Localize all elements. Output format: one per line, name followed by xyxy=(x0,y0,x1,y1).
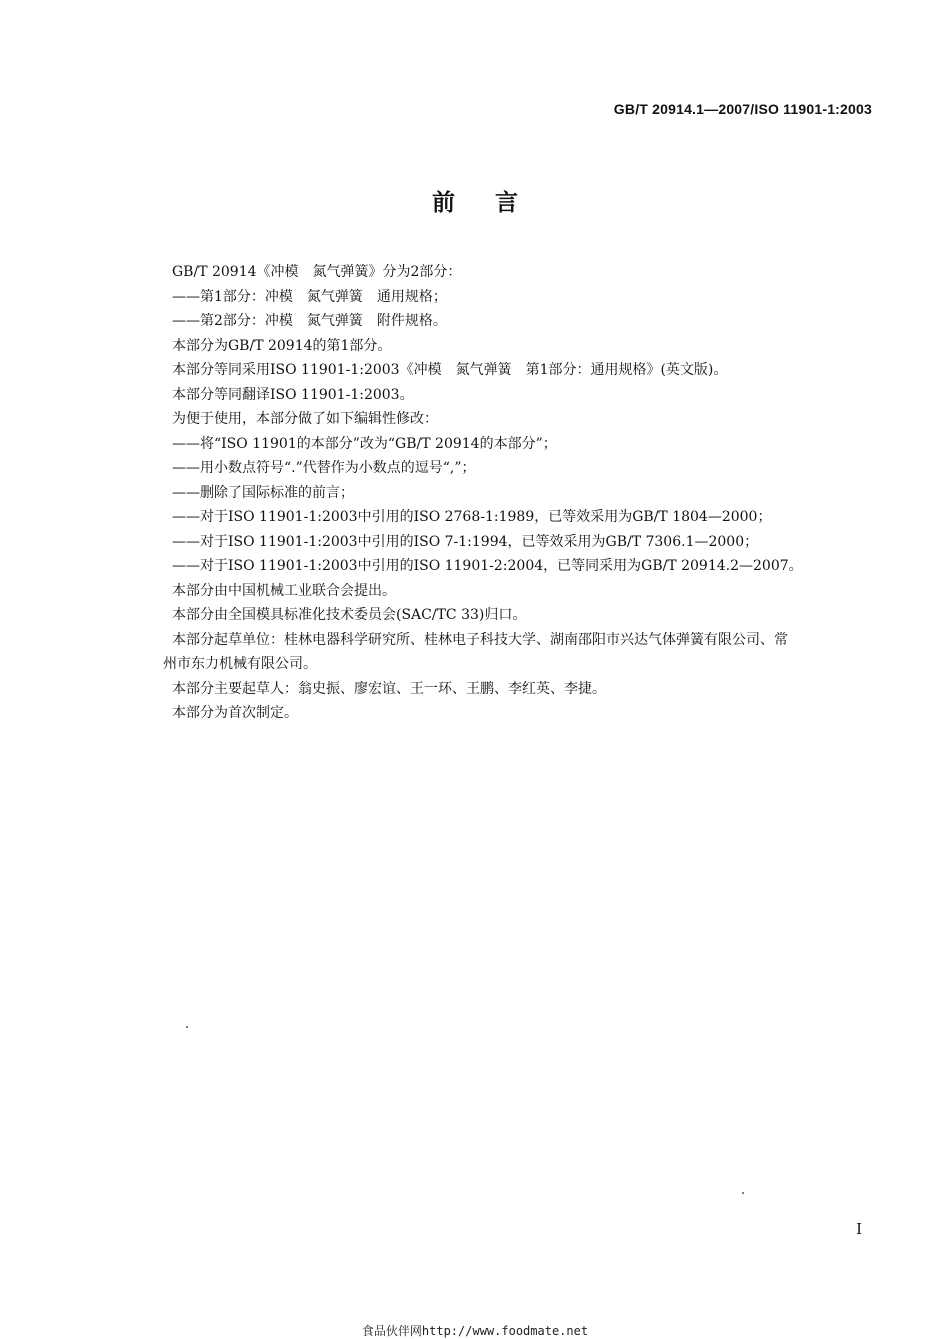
paragraph-reference-iso-2768: ——对于ISO 11901-1:2003中引用的ISO 2768-1:1989，已等效采用为GB/T 1804—2000； xyxy=(172,509,772,525)
scan-speck xyxy=(742,1192,744,1194)
paragraph-editorial-changes-intro: 为便于使用，本部分做了如下编辑性修改： xyxy=(172,411,438,427)
paragraph-this-part: 本部分为GB/T 20914的第1部分。 xyxy=(172,337,392,354)
paragraph-proposed-by: 本部分由中国机械工业联合会提出。 xyxy=(172,582,396,599)
paragraph-change-rename: ——将“ISO 11901的本部分”改为“GB/T 20914的本部分”； xyxy=(172,435,557,452)
paragraph-part-1: ——第1部分：冲模 氮气弹簧 通用规格； xyxy=(172,288,447,305)
paragraph-change-foreword-removed: ——删除了国际标准的前言； xyxy=(172,484,354,501)
paragraph-part-2: ——第2部分：冲模 氮气弹簧 附件规格。 xyxy=(172,313,447,329)
drafting-units-line-2: 州市东力机械有限公司。 xyxy=(163,656,317,672)
paragraph-identical-translation: 本部分等同翻译ISO 11901-1:2003。 xyxy=(172,386,414,403)
paragraph-drafting-units xyxy=(163,628,874,677)
standard-code-header: GB/T 20914.1—2007/ISO 11901-1:2003 xyxy=(613,101,872,117)
paragraph-main-drafters: 本部分主要起草人：翁史振、廖宏谊、王一环、王鹏、李红英、李捷。 xyxy=(172,680,606,697)
page-number: I xyxy=(856,1220,862,1238)
paragraph-parts-intro: GB/T 20914《冲模 氮气弹簧》分为2部分： xyxy=(172,264,462,280)
paragraph-reference-iso-11901-2: ——对于ISO 11901-1:2003中引用的ISO 11901-2:2004，已等同采用为GB/T 20914.2—2007。 xyxy=(172,558,803,574)
foreword-body xyxy=(163,260,874,726)
drafting-units-line-1: 本部分起草单位：桂林电器科学研究所、桂林电子科技大学、湖南邵阳市兴达气体弹簧有限公司、常 xyxy=(172,631,788,648)
paragraph-first-edition: 本部分为首次制定。 xyxy=(172,705,298,721)
paragraph-identical-adoption: 本部分等同采用ISO 11901-1:2003《冲模 氮气弹簧 第1部分：通用规格》(英文版)。 xyxy=(172,362,728,378)
page-title: 前言 xyxy=(432,190,558,216)
paragraph-change-decimal: ——用小数点符号“.”代替作为小数点的逗号“,”； xyxy=(172,460,476,476)
paragraph-reference-iso-7: ——对于ISO 11901-1:2003中引用的ISO 7-1:1994，已等效采用为GB/T 7306.1—2000； xyxy=(172,533,759,550)
paragraph-centralized-by: 本部分由全国模具标准化技术委员会(SAC/TC 33)归口。 xyxy=(172,607,527,623)
scan-speck xyxy=(186,1026,188,1028)
footer-watermark: 食品伙伴网http://www.foodmate.net xyxy=(361,1324,589,1338)
